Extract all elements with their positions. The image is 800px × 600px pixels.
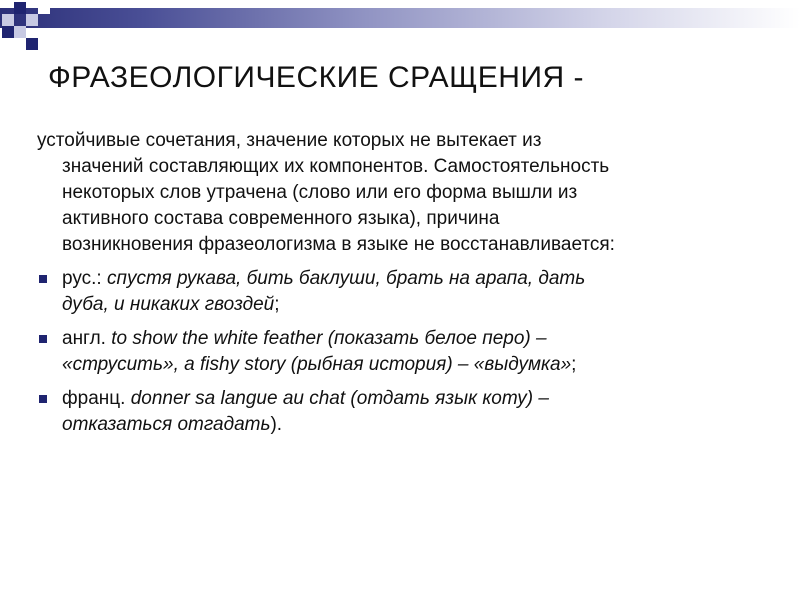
example-text: отказаться отгадать: [62, 414, 271, 435]
example-text: дуба, и никаких гвоздей: [62, 294, 275, 315]
punctuation: ;: [274, 294, 280, 315]
decor-square: [14, 2, 26, 14]
bullet-square-icon: [39, 275, 47, 283]
definition-line: некоторых слов утрачена (слово или его форма вышли из: [62, 182, 578, 203]
example-text: «струсить», a fishy story (рыбная история) – «выдумка»: [62, 354, 572, 375]
example-text: to show the white feather (показать белое перо) –: [111, 328, 547, 349]
punctuation: ;: [571, 354, 577, 375]
example-english: [37, 326, 757, 378]
definition-paragraph: [37, 128, 757, 258]
bullet-square-icon: [39, 335, 47, 343]
decor-square: [38, 2, 50, 14]
bullet-square-icon: [39, 395, 47, 403]
decor-square: [2, 14, 14, 26]
definition-line: значений составляющих их компонентов. Самостоятельность: [62, 156, 610, 177]
definition-line: устойчивые сочетания, значение которых не вытекает из: [37, 130, 542, 151]
decor-square: [14, 26, 26, 38]
example-text: donner sa langue au chat (отдать язык коту) –: [130, 388, 549, 409]
language-label: англ.: [62, 328, 112, 349]
examples-list: [37, 266, 757, 446]
punctuation: ).: [270, 414, 283, 435]
decor-square: [26, 38, 38, 50]
header-gradient-band: [0, 8, 800, 28]
example-french: [37, 386, 757, 438]
decor-square: [26, 14, 38, 26]
definition-line: возникновения фразеологизма в языке не восстанавливается:: [62, 234, 615, 255]
example-russian: [37, 266, 757, 318]
language-label: франц.: [62, 388, 131, 409]
decor-square: [2, 26, 14, 38]
example-text: спустя рукава, бить баклуши, брать на арапа, дать: [106, 268, 586, 289]
language-label: рус.:: [62, 268, 107, 289]
definition-line: активного состава современного языка), причина: [62, 208, 500, 229]
slide-title: ФРАЗЕОЛОГИЧЕСКИЕ СРАЩЕНИЯ -: [48, 61, 585, 94]
